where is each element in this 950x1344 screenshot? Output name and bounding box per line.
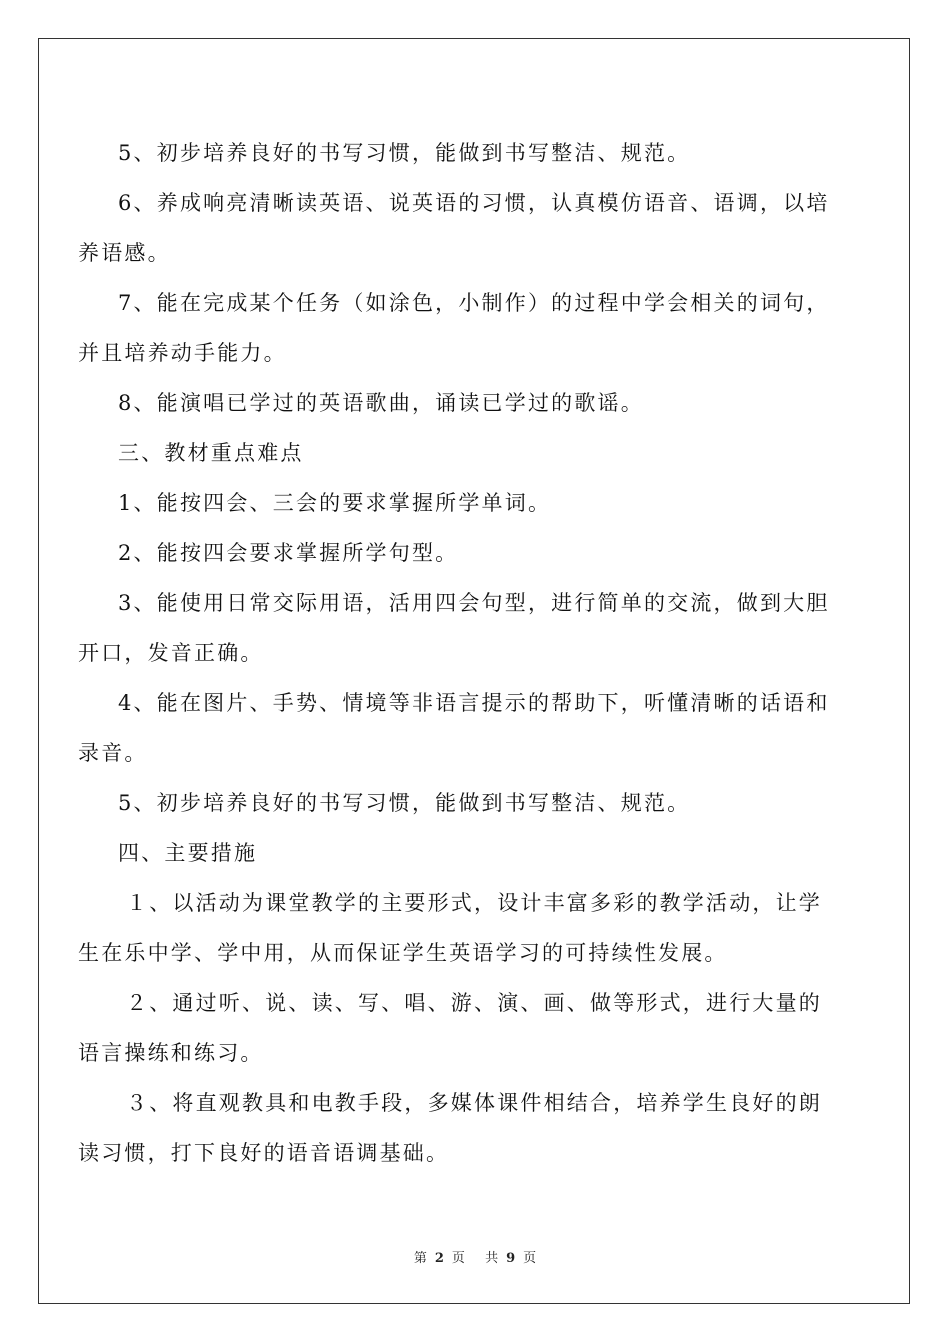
page-prefix: 第 bbox=[413, 1251, 427, 1266]
total-pages: 9 bbox=[506, 1251, 516, 1266]
section-heading-measures: 四、主要措施 bbox=[118, 841, 258, 865]
total-suffix: 页 bbox=[523, 1251, 537, 1266]
total-prefix: 共 bbox=[485, 1251, 499, 1266]
paragraph-measure-3: ３、将直观教具和电教手段，多媒体课件相结合，培养学生良好的朗读习惯，打下良好的语音语调基础。 bbox=[78, 1091, 822, 1165]
paragraph-measure-1: １、以活动为课堂教学的主要形式，设计丰富多彩的教学活动，让学生在乐中学、学中用，从而保证学生英语学习的可持续性发展。 bbox=[78, 891, 822, 965]
paragraph-measure-2: ２、通过听、说、读、写、唱、游、演、画、做等形式，进行大量的语言操练和练习。 bbox=[78, 991, 822, 1065]
paragraph-key-point-2: 2、能按四会要求掌握所学句型。 bbox=[118, 541, 459, 565]
paragraph-goal-8: 8、能演唱已学过的英语歌曲，诵读已学过的歌谣。 bbox=[118, 391, 644, 415]
page-footer bbox=[0, 1247, 950, 1266]
paragraph-key-point-1: 1、能按四会、三会的要求掌握所学单词。 bbox=[118, 491, 552, 515]
section-heading-key-points: 三、教材重点难点 bbox=[118, 441, 304, 465]
page-number: 2 bbox=[434, 1251, 444, 1266]
page-indicator bbox=[410, 1251, 469, 1266]
paragraph-goal-5: 5、初步培养良好的书写习惯，能做到书写整洁、规范。 bbox=[118, 141, 691, 165]
paragraph-key-point-3: 3、能使用日常交际用语，活用四会句型，进行简单的交流，做到大胆开口，发音正确。 bbox=[78, 591, 830, 665]
document-body bbox=[78, 128, 838, 1178]
total-pages-indicator bbox=[481, 1251, 540, 1266]
paragraph-key-point-4: 4、能在图片、手势、情境等非语言提示的帮助下，听懂清晰的话语和录音。 bbox=[78, 691, 830, 765]
paragraph-goal-6: 6、养成响亮清晰读英语、说英语的习惯，认真模仿语音、语调，以培养语感。 bbox=[78, 191, 830, 265]
page-suffix: 页 bbox=[451, 1251, 465, 1266]
paragraph-key-point-5: 5、初步培养良好的书写习惯，能做到书写整洁、规范。 bbox=[118, 791, 691, 815]
paragraph-goal-7: 7、能在完成某个任务（如涂色，小制作）的过程中学会相关的词句，并且培养动手能力。 bbox=[78, 291, 830, 365]
